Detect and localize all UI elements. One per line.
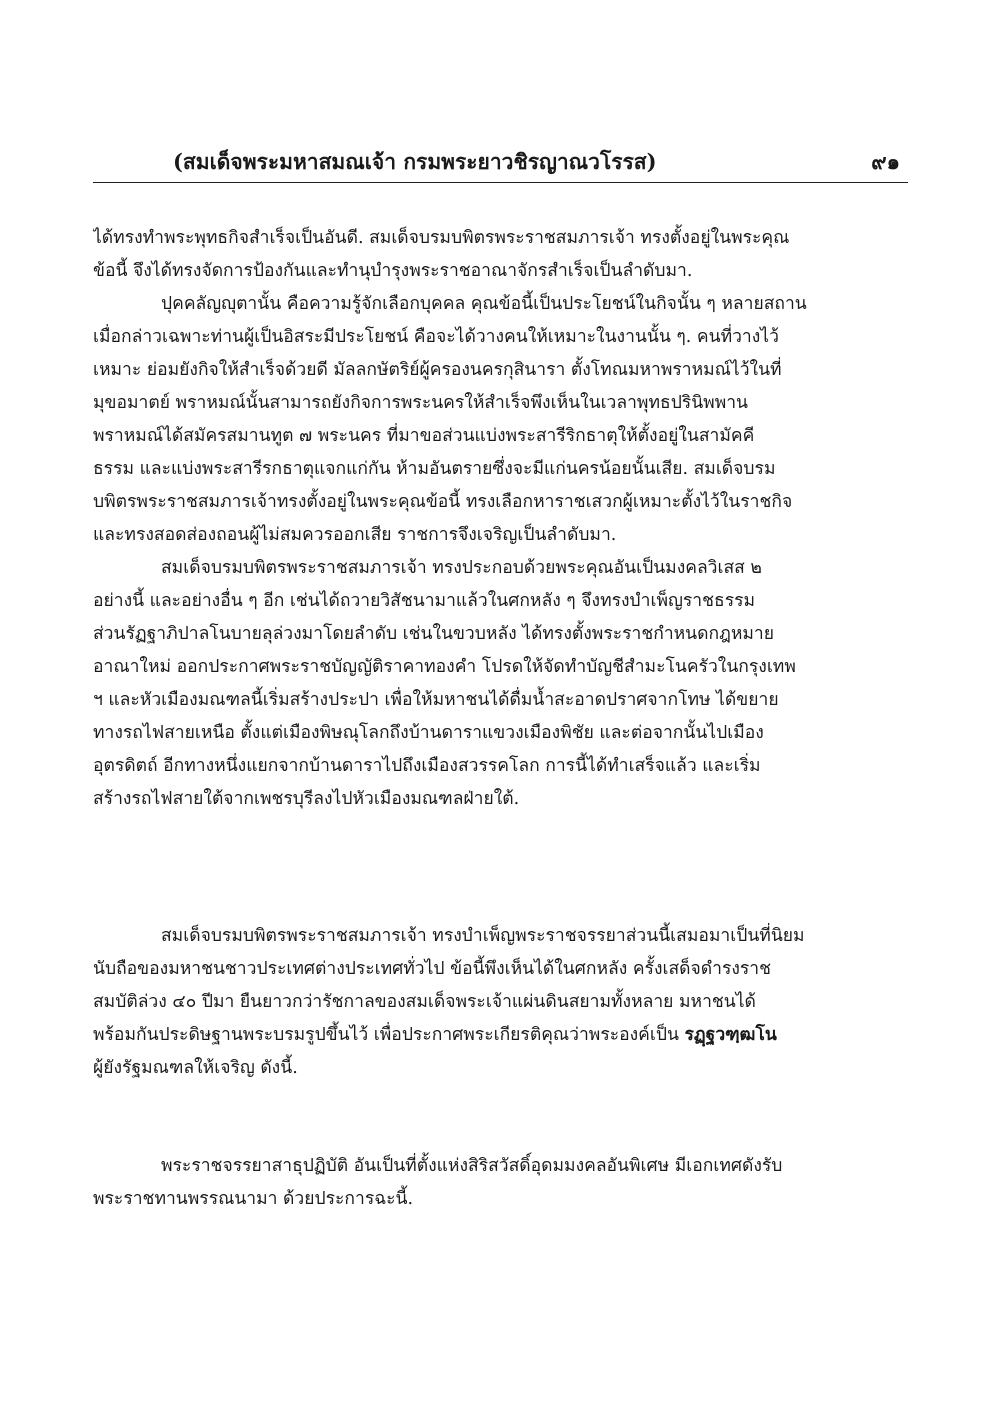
text-line: อาณาใหม่ ออกประกาศพระราชบัญญัติราคาทองคำ โปรดให้จัดทำบัญชีสำมะโนครัวในกรุงเทพ <box>93 657 796 677</box>
text-line: ฯ และหัวเมืองมณฑลนี้เริ่มสร้างประปา เพื่อให้มหาชนได้ดื่มน้ำสะอาดปราศจากโทษ ได้ขยาย <box>93 690 779 710</box>
header-title: (สมเด็จพระมหาสมณเจ้า กรมพระยาวชิรญาณวโรรส) <box>173 149 657 174</box>
text-fragment: พร้อมกันประดิษฐานพระบรมรูปขึ้นไว้ เพื่อประกาศพระเกียรติคุณว่าพระองค์เป็น <box>93 1025 679 1045</box>
text-line: อย่างนี้ และอย่างอื่น ๆ อีก เช่นได้ถวายวิสัชนามาแล้วในศกหลัง ๆ จึงทรงบำเพ็ญราชธรรม <box>93 591 756 611</box>
bold-pali-term: รฏฺฐวฑฺฒโน <box>684 1025 777 1045</box>
page-header <box>93 146 908 183</box>
text-line-with-term <box>93 1019 908 1052</box>
text-line: ส่วนรัฏฐาภิปาลโนบายลุล่วงมาโดยลำดับ เช่นในขวบหลัง ได้ทรงตั้งพระราชกำหนดกฎหมาย <box>93 624 775 644</box>
text-line: เหมาะ ย่อมยังกิจให้สำเร็จด้วยดี มัลลกษัตริย์ผู้ครองนครกุสินารา ตั้งโทณมหาพราหมณ์ไว้ในที่ <box>93 360 782 380</box>
text-line: และทรงสอดส่องถอนผู้ไม่สมควรออกเสีย ราชการจึงเจริญเป็นลำดับมา. <box>93 525 617 545</box>
page-number: ๙๑ <box>871 149 900 174</box>
text-line: พราหมณ์ได้สมัครสมานทูต ๗ พระนคร ที่มาขอส่วนแบ่งพระสารีริกธาตุให้ตั้งอยู่ในสามัคคี <box>93 426 755 446</box>
text-line: ข้อนี้ จึงได้ทรงจัดการป้องกันและทำนุบำรุงพระราชอาณาจักรสำเร็จเป็นลำดับมา. <box>93 261 693 281</box>
paragraph-start-line: สมเด็จบรมบพิตรพระราชสมภารเจ้า ทรงประกอบด้วยพระคุณอันเป็นมงคลวิเสส ๒ <box>161 558 762 578</box>
text-line: พระราชทานพรรณนามา ด้วยประการฉะนี้. <box>93 1189 414 1209</box>
body-section-2 <box>93 920 908 1085</box>
paragraph-start-line: ปุคคลัญญุตานั้น คือความรู้จักเลือกบุคคล คุณข้อนี้เป็นประโยชน์ในกิจนั้น ๆ หลายสถาน <box>161 294 807 314</box>
text-line: ได้ทรงทำพระพุทธกิจสำเร็จเป็นอันดี. สมเด็จบรมบพิตรพระราชสมภารเจ้า ทรงตั้งอยู่ในพระคุณ <box>93 228 790 248</box>
text-line: เมื่อกล่าวเฉพาะท่านผู้เป็นอิสระมีประโยชน์ คือจะได้วางคนให้เหมาะในงานนั้น ๆ. คนที่วางไว้ <box>93 327 779 347</box>
text-line: สมบัติล่วง ๔๐ ปีมา ยืนยาวกว่ารัชกาลของสมเด็จพระเจ้าแผ่นดินสยามทั้งหลาย มหาชนได้ <box>93 992 756 1012</box>
text-line: สร้างรถไฟสายใต้จากเพชรบุรีลงไปหัวเมืองมณฑลฝ่ายใต้. <box>93 789 520 809</box>
paragraph-start-line: พระราชจรรยาสาธุปฏิบัติ อันเป็นที่ตั้งแห่งสิริสวัสดิ์อุดมมงคลอันพิเศษ มีเอกเทศดังรับ <box>161 1156 783 1176</box>
body-section-1 <box>93 222 908 816</box>
body-section-3 <box>93 1150 908 1216</box>
text-line: ผู้ยังรัฐมณฑลให้เจริญ ดังนี้. <box>93 1058 298 1078</box>
text-line: มุขอมาตย์ พราหมณ์นั้นสามารถยังกิจการพระนครให้สำเร็จพึงเห็นในเวลาพุทธปรินิพพาน <box>93 393 749 413</box>
text-line: บพิตรพระราชสมภารเจ้าทรงตั้งอยู่ในพระคุณข้อนี้ ทรงเลือกหาราชเสวกผู้เหมาะตั้งไว้ในราชกิจ <box>93 492 793 512</box>
text-line: ทางรถไฟสายเหนือ ตั้งแต่เมืองพิษณุโลกถึงบ้านดาราแขวงเมืองพิชัย และต่อจากนั้นไปเมือง <box>93 723 764 743</box>
text-line: อุตรดิตถ์ อีกทางหนึ่งแยกจากบ้านดาราไปถึงเมืองสวรรคโลก การนี้ได้ทำเสร็จแล้ว และเริ่ม <box>93 756 761 776</box>
paragraph-start-line: สมเด็จบรมบพิตรพระราชสมภารเจ้า ทรงบำเพ็ญพระราชจรรยาส่วนนี้เสมอมาเป็นที่นิยม <box>161 926 805 946</box>
text-line: นับถือของมหาชนชาวประเทศต่างประเทศทั่วไป ข้อนี้พึงเห็นได้ในศกหลัง ครั้งเสด็จดำรงราช <box>93 959 772 979</box>
text-line: ธรรม และแบ่งพระสารีรกธาตุแจกแก่กัน ห้ามอันตรายซึ่งจะมีแก่นครน้อยนั้นเสีย. สมเด็จบรม <box>93 459 776 479</box>
